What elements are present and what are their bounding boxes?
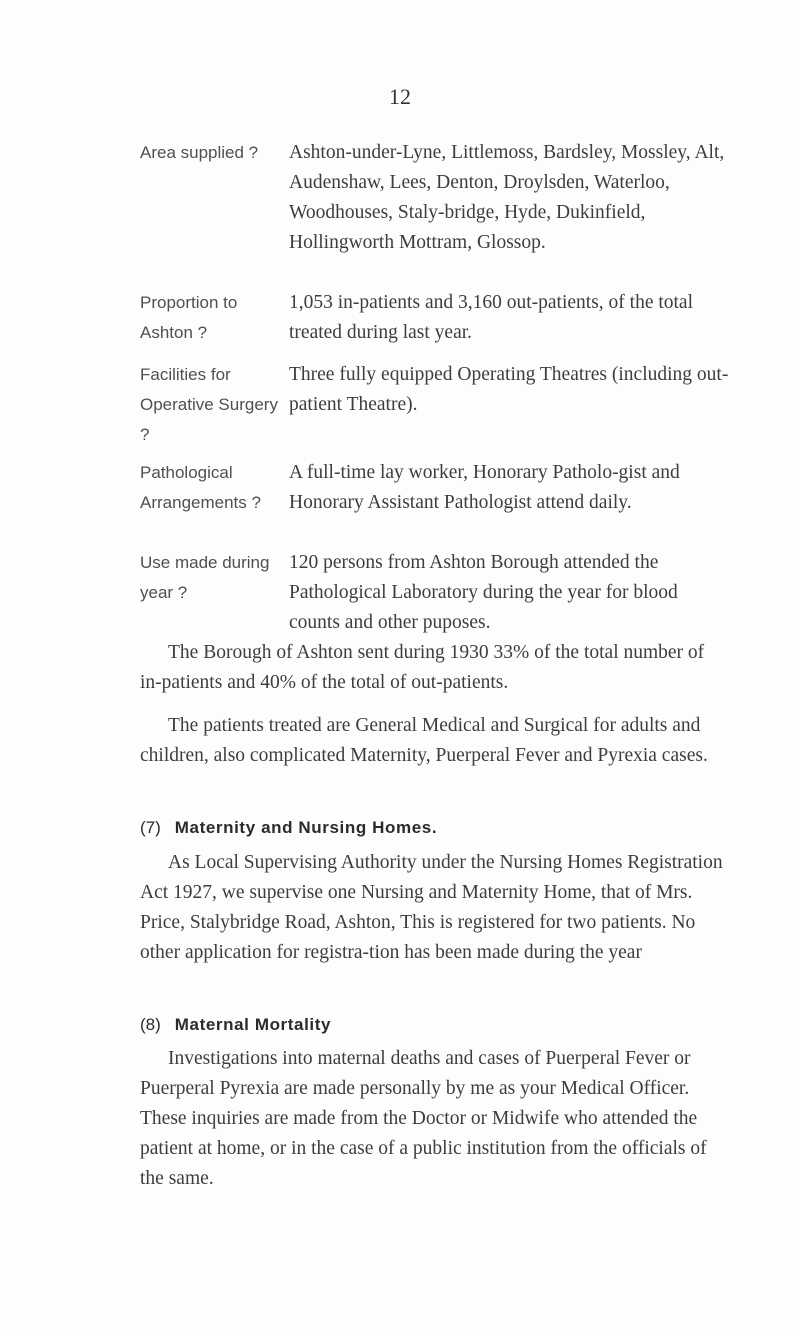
- section-title: Maternity and Nursing Homes.: [174, 818, 438, 837]
- section-number: (7): [140, 818, 161, 837]
- question-label: Use made during year ?: [140, 553, 270, 602]
- question-label: Pathological Arrangements ?: [140, 463, 261, 512]
- question-label: Facilities for Operative Surgery ?: [140, 365, 278, 444]
- answer-text: 1,053 in-patients and 3,160 out-patients, of the total treated during last year.: [289, 292, 694, 343]
- section-heading-maternity-nursing: [140, 816, 437, 840]
- answer-text: Three fully equipped Operating Theatres (including out-patient Theatre).: [289, 364, 729, 415]
- section-number: (8): [140, 1015, 161, 1034]
- paragraph-patients-treated: The patients treated are General Medical and Surgical for adults and children, also complicated Maternity, Puerperal Fever and Pyrexia cases.: [140, 715, 708, 766]
- question-label: Area supplied ?: [140, 143, 259, 162]
- answer-text: 120 persons from Ashton Borough attended the Pathological Laboratory during the year for blood counts and other puposes.: [289, 552, 678, 633]
- answer-text: A full-time lay worker, Honorary Patholo-gist and Honorary Assistant Pathologist attend daily.: [289, 462, 680, 513]
- paragraph-maternal-mortality: Investigations into maternal deaths and cases of Puerperal Fever or Puerperal Pyrexia are made personally by me as your Medical Officer. These inquiries are made from the Doctor or Midwife who attended the patient at home, or in the case of a public institution from the officials of the same.: [140, 1048, 707, 1189]
- page-number: 12: [389, 84, 411, 109]
- answer-text: Ashton-under-Lyne, Littlemoss, Bardsley, Mossley, Alt, Audenshaw, Lees, Denton, Droylsden, Waterloo, Woodhouses, Staly-bridge, Hyde, Dukinfield, Hollingworth Mottram, Glossop.: [289, 142, 725, 253]
- section-title: Maternal Mortality: [174, 1015, 332, 1034]
- paragraph-borough-sent: The Borough of Ashton sent during 1930 33% of the total number of in-patients and 40% of the total of out-patients.: [140, 642, 705, 693]
- question-label: Proportion to Ashton ?: [140, 293, 238, 342]
- paragraph-nursing-homes: As Local Supervising Authority under the Nursing Homes Registration Act 1927, we supervise one Nursing and Maternity Home, that of Mrs. Price, Stalybridge Road, Ashton, This is registered for two patients. No other application for registra-tion has been made during the year: [140, 852, 723, 963]
- section-heading-maternal-mortality: [140, 1013, 331, 1037]
